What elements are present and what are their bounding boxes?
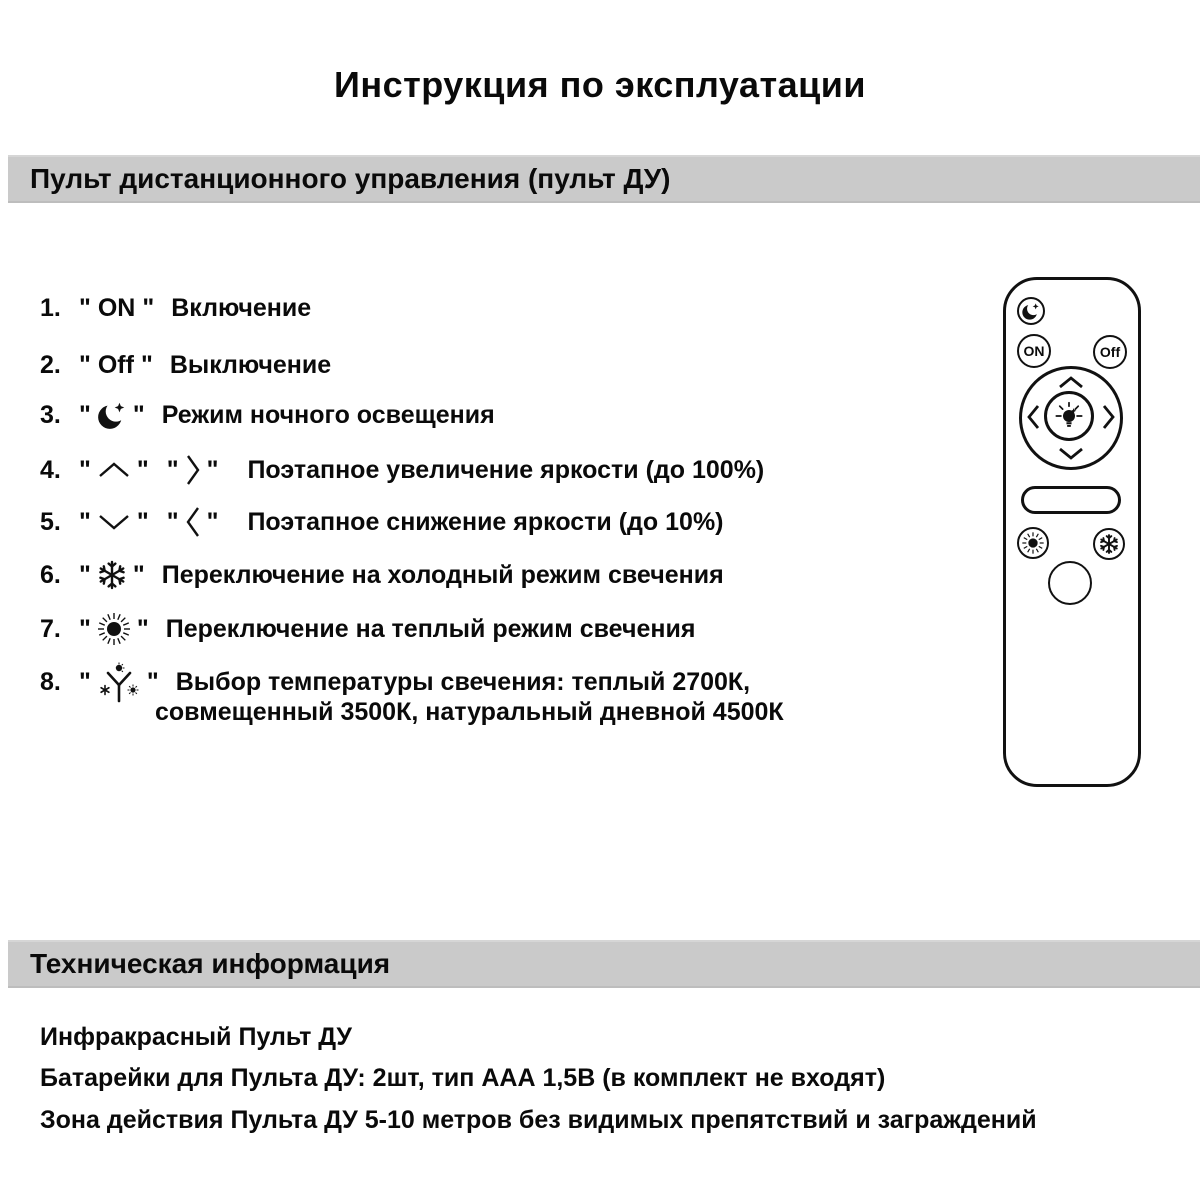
chevron-left-icon <box>1026 403 1041 431</box>
instruction-item-warm-mode <box>40 611 695 647</box>
item-number: 1. <box>40 293 61 322</box>
crescent-moon-icon <box>1021 301 1041 321</box>
item-text: Выключение <box>169 350 332 379</box>
quote-mark: " <box>206 507 219 536</box>
item-number: 4. <box>40 455 61 484</box>
section-header-remote <box>8 155 1200 203</box>
item-number: 7. <box>40 614 61 643</box>
item-text: Поэтапное увеличение яркости (до 100%) <box>247 455 765 484</box>
quote-mark: " <box>132 560 145 589</box>
instruction-item-brightness-up <box>40 452 764 488</box>
quote-mark: " <box>79 507 91 536</box>
quote-mark: " <box>79 667 91 696</box>
item-number: 6. <box>40 560 61 589</box>
instruction-item-temp-select <box>40 664 750 700</box>
quote-mark: " <box>79 455 91 484</box>
item-text: Поэтапное снижение яркости (до 10%) <box>247 507 724 536</box>
quote-mark: " <box>132 400 145 429</box>
chevron-right-icon <box>1101 403 1116 431</box>
quote-mark: " <box>142 293 155 322</box>
chevron-up-icon <box>96 460 132 480</box>
chevron-left-icon <box>184 504 202 540</box>
on-button <box>1017 334 1051 368</box>
quote-mark: " <box>140 350 153 379</box>
color-temperature-selector-icon <box>96 661 142 703</box>
instruction-item-night-mode <box>40 397 495 433</box>
section-header-tech <box>8 940 1200 988</box>
item-text-line2: совмещенный 3500К, натуральный дневной 4500К <box>155 698 784 726</box>
quote-mark: " <box>79 350 91 379</box>
remote-control-diagram <box>1003 277 1141 787</box>
instruction-item-brightness-down <box>40 504 724 540</box>
tech-info-line: Инфракрасный Пульт ДУ <box>40 1023 352 1051</box>
item-number: 2. <box>40 350 61 379</box>
crescent-moon-icon <box>96 399 128 431</box>
off-button-label: Off <box>1099 344 1121 360</box>
item-text: Включение <box>171 293 312 322</box>
on-button-label: ON <box>1023 343 1045 359</box>
item-text: Переключение на холодный режим свечения <box>161 560 724 589</box>
on-symbol: ON <box>97 293 136 322</box>
snowflake-icon <box>96 559 128 591</box>
item-text: Режим ночного освещения <box>161 400 495 429</box>
quote-mark: " <box>79 614 91 643</box>
chevron-up-icon <box>1057 375 1085 390</box>
warm-mode-button <box>1017 527 1049 559</box>
light-bulb-icon <box>1054 401 1084 431</box>
item-text: Выбор температуры свечения: теплый 2700К, <box>175 667 751 696</box>
cold-mode-button <box>1093 528 1125 560</box>
bulb-center-button <box>1044 391 1094 441</box>
night-mode-button <box>1017 297 1045 325</box>
chevron-down-icon <box>1057 446 1085 461</box>
item-number: 3. <box>40 400 61 429</box>
quote-mark: " <box>79 560 91 589</box>
off-button <box>1093 335 1127 369</box>
section-header-remote-label: Пульт дистанционного управления (пульт ДУ) <box>30 163 671 194</box>
quote-mark: " <box>166 455 179 484</box>
instruction-item-off <box>40 347 331 383</box>
quote-mark: " <box>136 614 149 643</box>
instruction-item-on <box>40 290 311 326</box>
quote-mark: " <box>206 455 219 484</box>
item-number: 5. <box>40 507 61 536</box>
instruction-item-cold-mode <box>40 557 724 593</box>
temp-select-button <box>1048 561 1092 605</box>
brightness-dpad <box>1019 366 1123 470</box>
quote-mark: " <box>136 455 149 484</box>
quote-mark: " <box>166 507 179 536</box>
quote-mark: " <box>136 507 149 536</box>
item-number: 8. <box>40 667 61 696</box>
sun-icon <box>96 611 132 647</box>
quote-mark: " <box>146 667 159 696</box>
tech-info-line: Батарейки для Пульта ДУ: 2шт, тип ААА 1,5В (в комплект не входят) <box>40 1064 886 1092</box>
full-brightness-button <box>1021 486 1121 514</box>
tech-info-line: Зона действия Пульта ДУ 5-10 метров без видимых препятствий и заграждений <box>40 1106 1037 1134</box>
quote-mark: " <box>79 400 91 429</box>
chevron-down-icon <box>96 512 132 532</box>
section-header-tech-label: Техническая информация <box>30 948 391 979</box>
page-title: Инструкция по эксплуатации <box>333 64 867 105</box>
chevron-right-icon <box>184 452 202 488</box>
off-symbol: Off <box>97 350 134 379</box>
item-text: Переключение на теплый режим свечения <box>165 614 696 643</box>
quote-mark: " <box>79 293 91 322</box>
sun-icon <box>1021 531 1045 555</box>
snowflake-icon <box>1098 533 1120 555</box>
